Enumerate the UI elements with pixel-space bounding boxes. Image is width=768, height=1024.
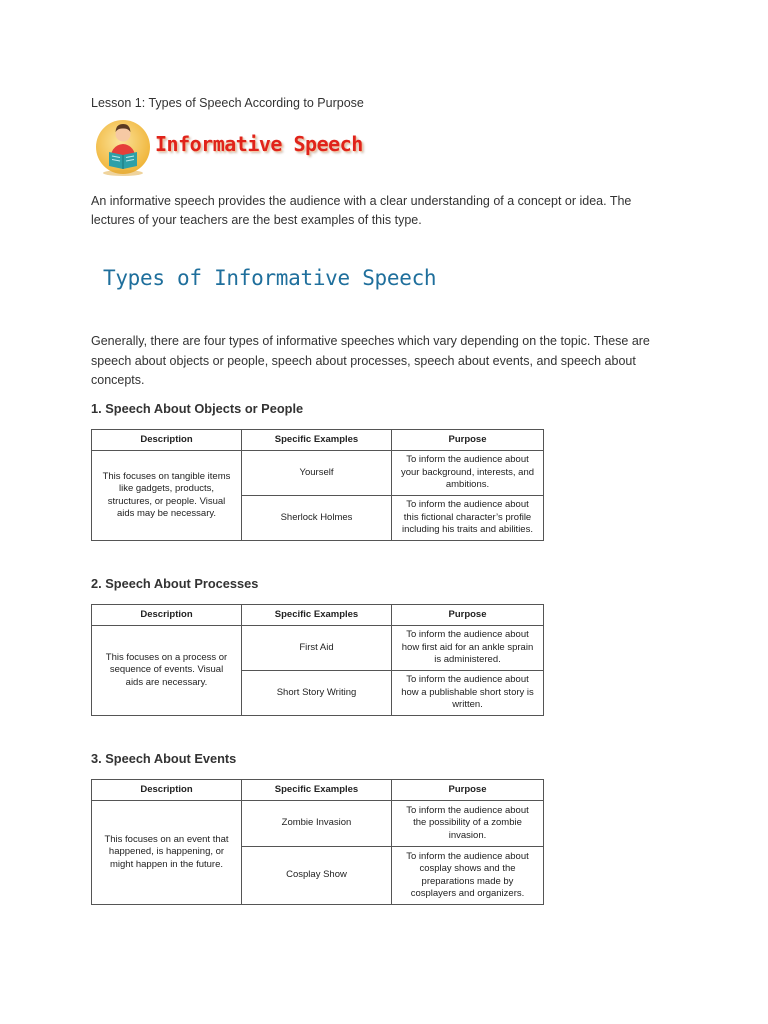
section-3-heading: 3. Speech About Events (91, 751, 237, 766)
example-cell: Short Story Writing (242, 671, 392, 716)
header-specific-examples: Specific Examples (242, 780, 392, 801)
lesson-title: Lesson 1: Types of Speech According to Purpose (91, 96, 364, 110)
informative-speech-banner (95, 118, 375, 178)
example-cell: First Aid (242, 626, 392, 671)
section-1-table (91, 429, 544, 541)
types-heading: Types of Informative Speech (103, 266, 437, 290)
section-2-table (91, 604, 544, 716)
purpose-cell: To inform the audience about how a publishable short story is written. (392, 671, 544, 716)
example-cell: Zombie Invasion (242, 801, 392, 847)
table-header-row (92, 430, 544, 451)
header-purpose: Purpose (392, 605, 544, 626)
section-2-heading: 2. Speech About Processes (91, 576, 259, 591)
section-3-table (91, 779, 544, 905)
header-purpose: Purpose (392, 430, 544, 451)
purpose-cell: To inform the audience about how first aid for an ankle sprain is administered. (392, 626, 544, 671)
header-description: Description (92, 780, 242, 801)
example-cell: Sherlock Holmes (242, 496, 392, 541)
banner-title: Informative Speech (155, 132, 363, 156)
description-cell: This focuses on a process or sequence of events. Visual aids are necessary. (92, 626, 242, 716)
example-cell: Yourself (242, 451, 392, 496)
purpose-cell: To inform the audience about this fictional character’s profile including his traits and abilities. (392, 496, 544, 541)
purpose-cell: To inform the audience about your background, interests, and ambitions. (392, 451, 544, 496)
header-description: Description (92, 430, 242, 451)
section-1-heading: 1. Speech About Objects or People (91, 401, 304, 416)
table-row (92, 451, 544, 496)
table-row (92, 626, 544, 671)
general-paragraph: Generally, there are four types of informative speeches which vary depending on the topic. These are speech about objects or people, speech about processes, speech about events, and speech about concepts. (91, 334, 650, 387)
header-description: Description (92, 605, 242, 626)
intro-paragraph: An informative speech provides the audience with a clear understanding of a concept or idea. The lectures of your teachers are the best examples of this type. (91, 194, 632, 227)
header-specific-examples: Specific Examples (242, 430, 392, 451)
table-header-row (92, 605, 544, 626)
header-purpose: Purpose (392, 780, 544, 801)
description-cell: This focuses on tangible items like gadgets, products, structures, or people. Visual aids may be necessary. (92, 451, 242, 541)
example-cell: Cosplay Show (242, 847, 392, 905)
purpose-cell: To inform the audience about cosplay shows and the preparations made by cosplayers and organizers. (392, 847, 544, 905)
reading-student-icon (95, 118, 151, 176)
header-specific-examples: Specific Examples (242, 605, 392, 626)
purpose-cell: To inform the audience about the possibility of a zombie invasion. (392, 801, 544, 847)
description-cell: This focuses on an event that happened, is happening, or might happen in the future. (92, 801, 242, 905)
table-row (92, 801, 544, 847)
table-header-row (92, 780, 544, 801)
